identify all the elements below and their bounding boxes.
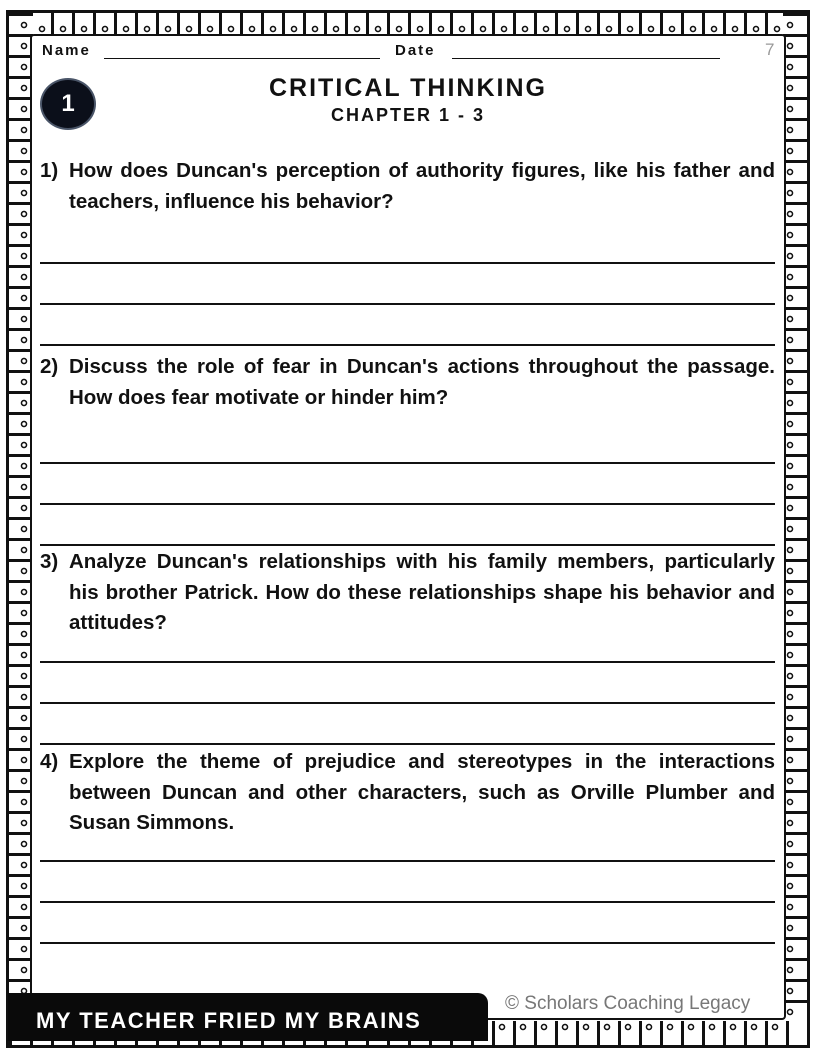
- date-field[interactable]: [452, 41, 720, 59]
- answer-line[interactable]: [40, 544, 775, 546]
- answer-line[interactable]: [40, 860, 775, 862]
- name-field[interactable]: [104, 41, 380, 59]
- answer-line[interactable]: [40, 503, 775, 505]
- question-4: [40, 747, 775, 839]
- answer-line[interactable]: [40, 942, 775, 944]
- question-1: [40, 156, 775, 217]
- question-text: How does Duncan's perception of authority figures, like his father and teachers, influence his behavior?: [69, 159, 775, 213]
- question-text: Discuss the role of fear in Duncan's actions throughout the passage. How does fear motivate or hinder him?: [69, 355, 775, 409]
- answer-line[interactable]: [40, 702, 775, 704]
- answer-line[interactable]: [40, 901, 775, 903]
- question-number: 1): [40, 159, 59, 182]
- question-number: 4): [40, 750, 59, 773]
- border-dots-top: [9, 25, 785, 33]
- question-number: 3): [40, 550, 59, 573]
- question-text: Analyze Duncan's relationships with his family members, particularly his brother Patrick. How do these relationships shape his behavior and attitudes?: [69, 550, 775, 634]
- answer-line[interactable]: [40, 661, 775, 663]
- name-label: Name: [42, 42, 91, 59]
- page-number: 7: [765, 40, 775, 59]
- chapter-badge: 1: [40, 78, 96, 130]
- answer-line[interactable]: [40, 462, 775, 464]
- copyright: © Scholars Coaching Legacy: [505, 993, 751, 1014]
- page-subtitle: CHAPTER 1 - 3: [330, 105, 486, 125]
- border-dots-bottom: [490, 1023, 785, 1031]
- page-title: CRITICAL THINKING: [269, 74, 547, 102]
- question-3: [40, 547, 775, 639]
- question-number: 2): [40, 355, 59, 378]
- question-text: Explore the theme of prejudice and stereotypes in the interactions between Duncan and other characters, such as Orville Plumber and Susan Simmons.: [69, 750, 775, 834]
- answer-line[interactable]: [40, 743, 775, 745]
- answer-line[interactable]: [40, 344, 775, 346]
- answer-line[interactable]: [40, 303, 775, 305]
- answer-line[interactable]: [40, 262, 775, 264]
- question-2: [40, 352, 775, 413]
- border-dots-left: [20, 13, 28, 993]
- footer-banner: MY TEACHER FRIED MY BRAINS: [8, 993, 488, 1041]
- border-dots-right: [786, 13, 794, 1045]
- date-label: Date: [395, 42, 436, 59]
